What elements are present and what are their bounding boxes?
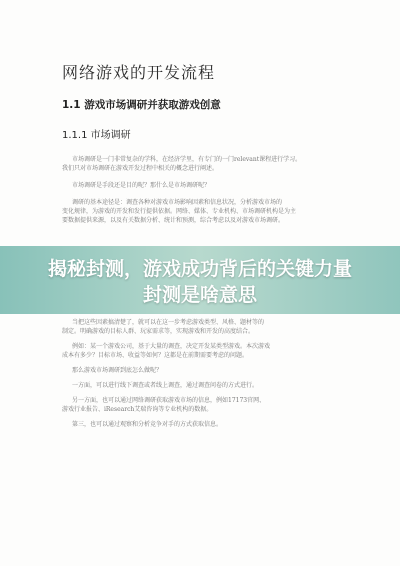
paragraph-details: [62, 318, 352, 429]
text-line: 成本有多少？目标市场、收益等如何？这都是在前期需要考虑的问题。: [62, 352, 249, 359]
banner-headline: 揭秘封测，游戏成功背后的关键力量: [47, 258, 352, 280]
text-line: 我们只对市场调研在游戏开发过程中相关的概念进行阐述。: [62, 165, 219, 172]
text-line: 制定。明确游戏的目标人群、玩家需求等，实现游戏和开发的高度结合。: [62, 328, 255, 335]
text-line: 一方面，可以进行线下调查或者线上调查，通过调查问卷的方式进行。: [72, 382, 259, 389]
text-line: 市场调研是一门非常复杂的学科，在经济学里，有专门的一门relevant课程进行学习。: [72, 156, 302, 163]
text-line: 游戏行业报告、iResearch艾瑞咨询等专业机构的数据。: [62, 406, 213, 413]
text-line: 变化规律，为游戏的开发和发行提供依据。网络、媒体、专业机构、市场调研机构是为主: [62, 208, 297, 215]
section-heading: 1.1 游戏市场调研并获取游戏创意: [62, 99, 221, 111]
text-line: 市场调研是手段还是目的呢？那什么是市场调研呢？: [72, 182, 211, 189]
banner-subheadline: 封测是啥意思: [142, 284, 257, 306]
text-line: 那么游戏市场调研到底怎么做呢？: [72, 367, 163, 374]
text-line: 例如：某一个游戏公司，基于大量的调查，决定开发某类型游戏。本次游戏: [72, 343, 271, 350]
text-line: 调研的基本途径是：调查各种对游戏市场影响因素和信息状况，分析游戏市场的: [72, 199, 283, 206]
paragraph-intro: [62, 155, 352, 190]
text-line: 要数据提供来源，以及有关数据分析、统计和预测，综合考虑以及对游戏市场调研。: [62, 217, 285, 224]
paragraph-method: [62, 198, 352, 225]
text-line: 另一方面，也可以通过网络调研获取游戏市场的信息，例如17173官网、: [72, 397, 266, 404]
text-line: 当把这些因素搞清楚了，就可以在这一步考虑游戏类型、风格、题材等的: [72, 319, 265, 326]
subsection-heading: 1.1.1 市场调研: [62, 130, 131, 141]
page-title: 网络游戏的开发流程: [62, 63, 216, 82]
text-line: 第三，也可以通过观察和分析竞争对手的方式获取信息。: [72, 421, 223, 428]
